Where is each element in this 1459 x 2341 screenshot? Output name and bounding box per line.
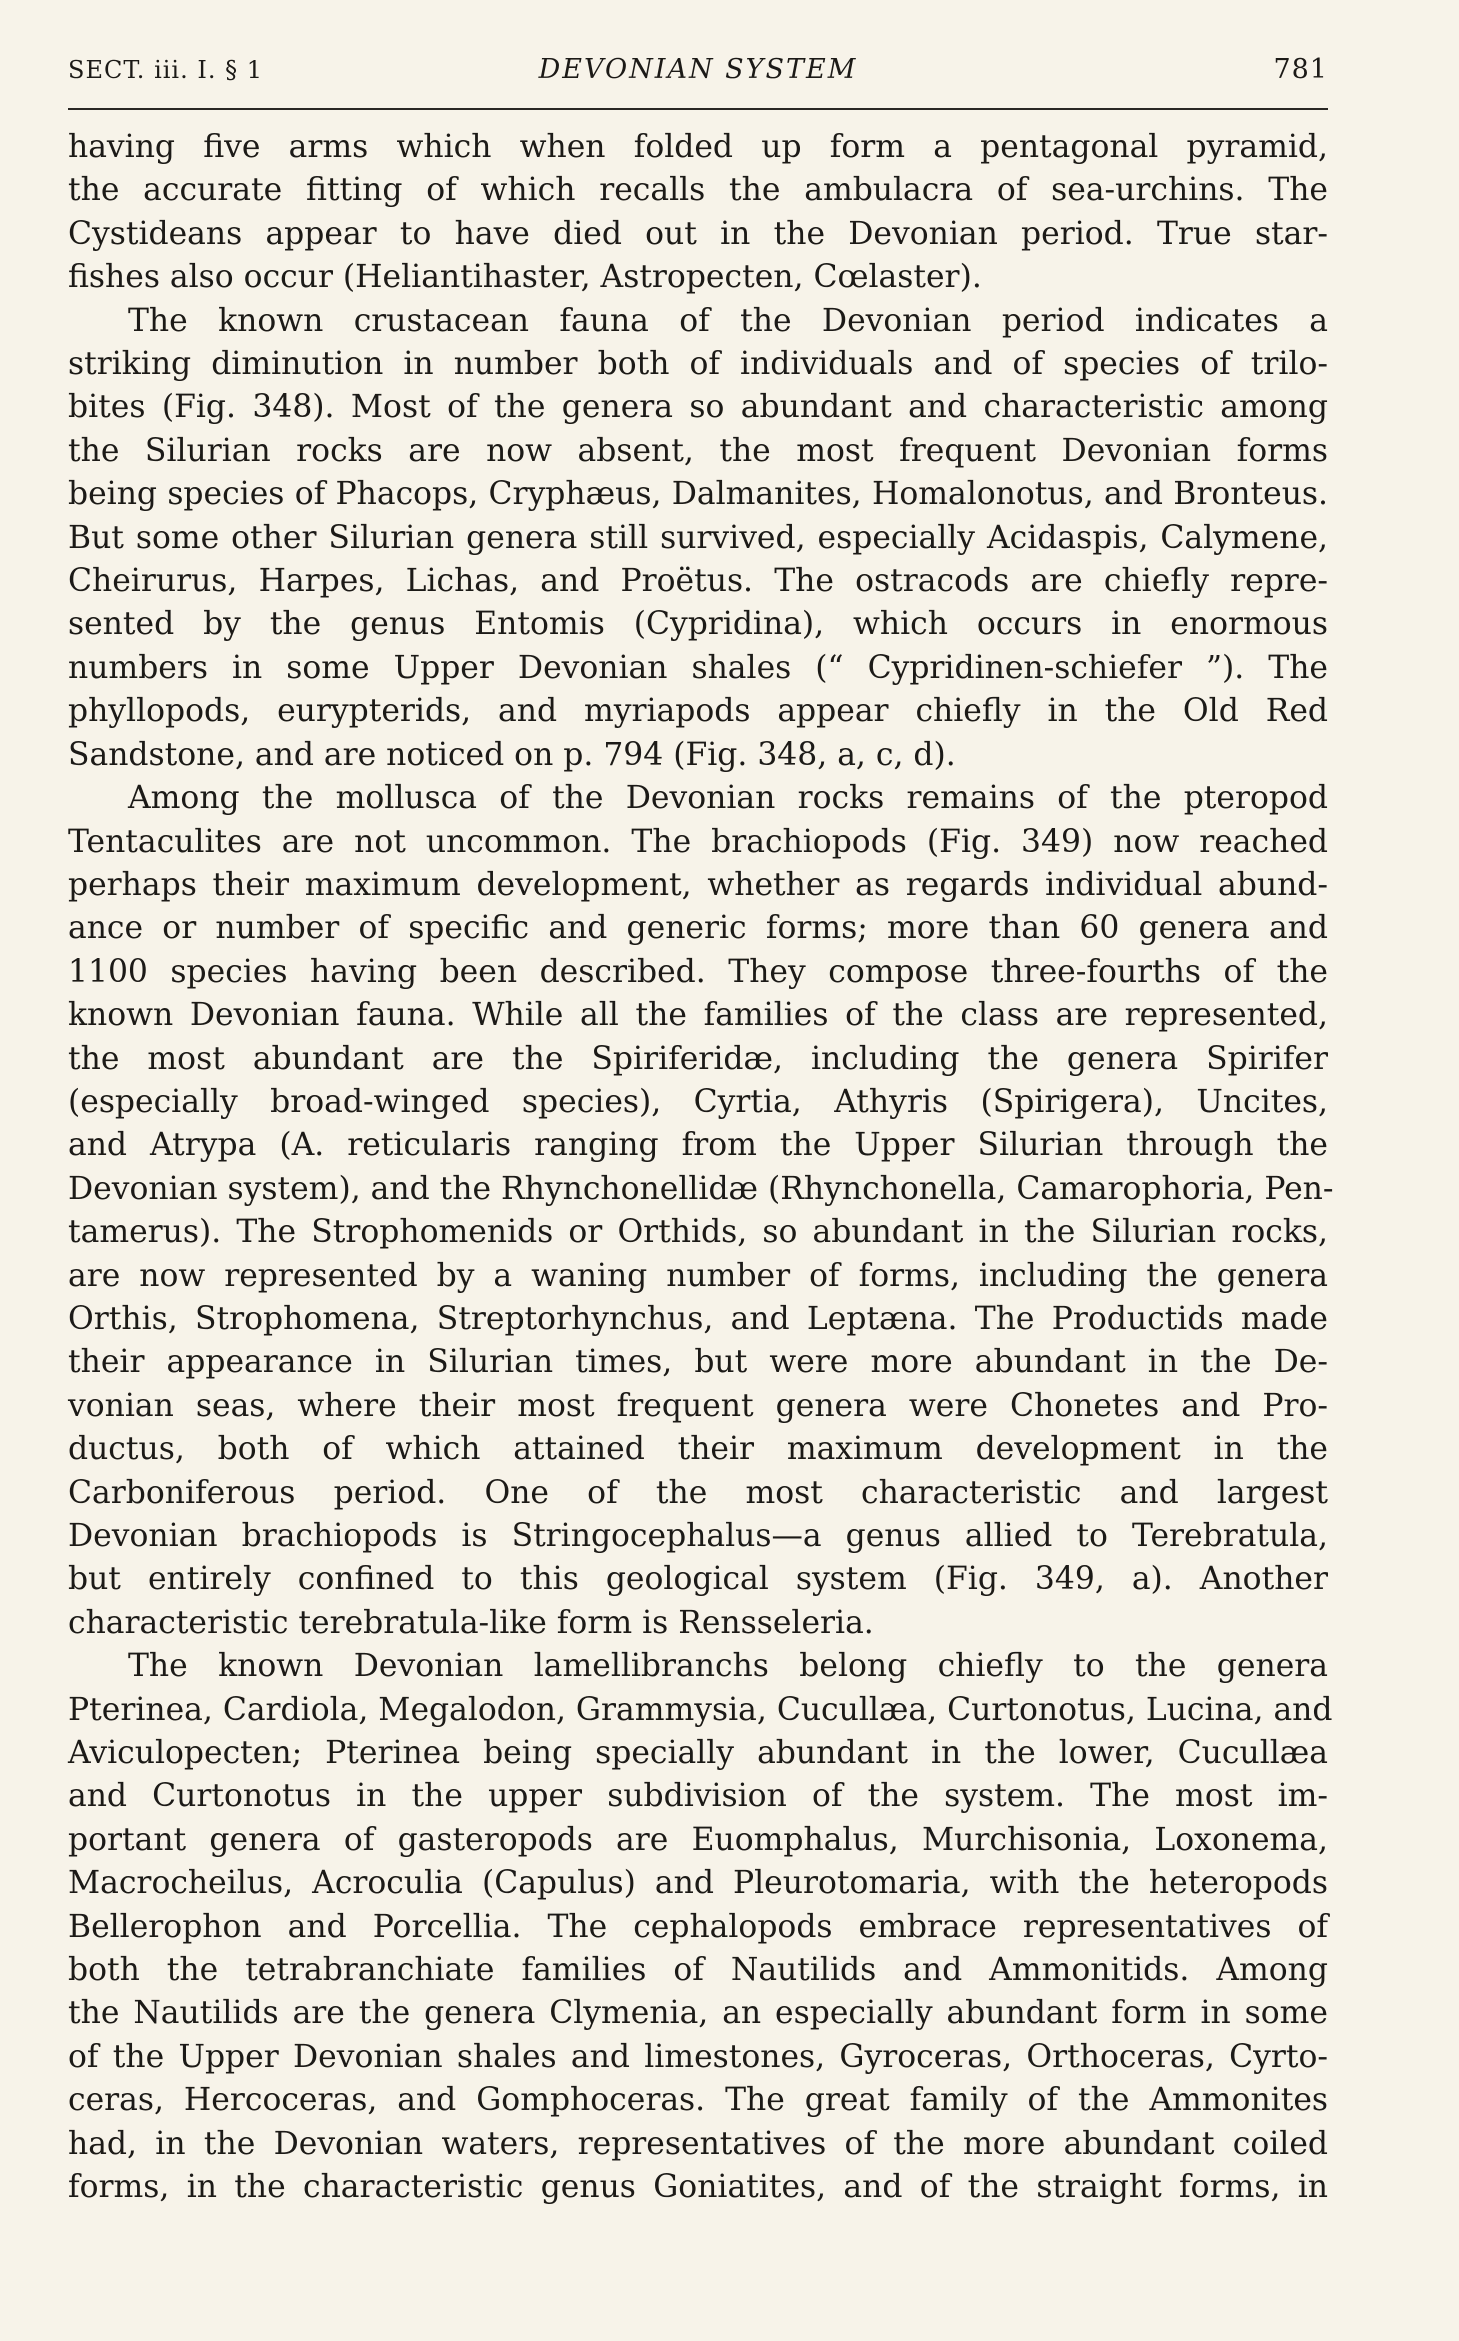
- text-line: Sandstone, and are noticed on p. 794 (Fig. 348, a, c, d).: [68, 736, 956, 773]
- running-head: [68, 50, 1328, 96]
- text-line: Bellerophon and Porcellia. The cephalopods embrace representatives of: [68, 1908, 1328, 1945]
- text-line: perhaps their maximum development, whether as regards individual abund-: [68, 866, 1328, 903]
- text-line: bites (Fig. 348). Most of the genera so abundant and characteristic among: [68, 389, 1328, 426]
- text-line: vonian seas, where their most frequent genera were Chonetes and Pro-: [68, 1387, 1328, 1424]
- text-line: had, in the Devonian waters, representatives of the more abundant coiled: [68, 2125, 1328, 2162]
- text-line: and Atrypa (A. reticularis ranging from the Upper Silurian through the: [68, 1127, 1328, 1164]
- text-line: the accurate fitting of which recalls the ambulacra of sea-urchins. The: [68, 172, 1328, 209]
- text-line: of the Upper Devonian shales and limestones, Gyroceras, Orthoceras, Cyrto-: [68, 2038, 1328, 2075]
- text-line: ductus, both of which attained their maximum development in the: [68, 1431, 1328, 1468]
- text-line: striking diminution in number both of individuals and of species of trilo-: [68, 346, 1328, 383]
- text-line: the most abundant are the Spiriferidæ, including the genera Spirifer: [68, 1040, 1328, 1077]
- text-line: The known Devonian lamellibranchs belong chiefly to the genera: [128, 1648, 1328, 1685]
- text-line: Among the mollusca of the Devonian rocks remains of the pteropod: [128, 780, 1328, 817]
- text-line: the Silurian rocks are now absent, the most frequent Devonian forms: [68, 432, 1328, 469]
- text-line: Aviculopecten; Pterinea being specially abundant in the lower, Cucullæa: [68, 1735, 1328, 1772]
- text-line: and Curtonotus in the upper subdivision of the system. The most im-: [68, 1778, 1328, 1815]
- text-line: Cheirurus, Harpes, Lichas, and Proëtus. The ostracods are chiefly repre-: [68, 563, 1328, 600]
- text-line: phyllopods, eurypterids, and myriapods appear chiefly in the Old Red: [68, 693, 1328, 730]
- text-line: ceras, Hercoceras, and Gomphoceras. The great family of the Ammonites: [68, 2082, 1328, 2119]
- text-line: being species of Phacops, Cryphæus, Dalmanites, Homalonotus, and Bronteus.: [68, 476, 1328, 513]
- text-line: forms, in the characteristic genus Goniatites, and of the straight forms, in: [68, 2169, 1328, 2206]
- header-rule: [68, 108, 1328, 110]
- text-line: ance or number of specific and generic forms; more than 60 genera and: [68, 910, 1328, 947]
- text-line: numbers in some Upper Devonian shales (“ Cypridinen-schiefer ”). The: [68, 649, 1328, 686]
- text-line: known Devonian fauna. While all the families of the class are represented,: [68, 997, 1328, 1034]
- text-line: Tentaculites are not uncommon. The brachiopods (Fig. 349) now reached: [68, 823, 1328, 860]
- text-line: 1100 species having been described. They compose three-fourths of the: [68, 953, 1328, 990]
- text-line: Orthis, Strophomena, Streptorhynchus, and Leptæna. The Productids made: [68, 1300, 1328, 1337]
- page-number: 781: [1273, 54, 1328, 85]
- text-line: sented by the genus Entomis (Cypridina), which occurs in enormous: [68, 606, 1328, 643]
- text-line: having five arms which when folded up form a pentagonal pyramid,: [68, 129, 1328, 165]
- section-reference: SECT. iii. I. § 1: [68, 56, 263, 84]
- running-title: DEVONIAN SYSTEM: [538, 54, 858, 85]
- text-line: but entirely confined to this geological system (Fig. 349, a). Another: [68, 1561, 1328, 1598]
- text-line: portant genera of gasteropods are Euomphalus, Murchisonia, Loxonema,: [68, 1821, 1328, 1858]
- text-line: But some other Silurian genera still survived, especially Acidaspis, Calymene,: [68, 519, 1328, 556]
- text-line: are now represented by a waning number of forms, including the genera: [68, 1257, 1328, 1294]
- text-line: Devonian brachiopods is Stringocephalus—a genus allied to Terebratula,: [68, 1518, 1328, 1554]
- text-line: The known crustacean fauna of the Devonian period indicates a: [128, 302, 1328, 339]
- text-line: the Nautilids are the genera Clymenia, an especially abundant form in some: [68, 1995, 1328, 2032]
- text-line: tamerus). The Strophomenids or Orthids, so abundant in the Silurian rocks,: [68, 1214, 1328, 1251]
- text-line: Macrocheilus, Acroculia (Capulus) and Pleurotomaria, with the heteropods: [68, 1865, 1328, 1902]
- body-text: [68, 126, 1334, 2210]
- text-line: Devonian system), and the Rhynchonellidæ (Rhynchonella, Camarophoria, Pen-: [68, 1170, 1334, 1207]
- text-line: (especially broad-winged species), Cyrtia, Athyris (Spirigera), Uncites,: [68, 1083, 1328, 1120]
- text-line: fishes also occur (Heliantihaster, Astropecten, Cœlaster).: [68, 259, 982, 296]
- text-line: Cystideans appear to have died out in the Devonian period. True star-: [68, 215, 1328, 252]
- text-line: Carboniferous period. One of the most characteristic and largest: [68, 1474, 1328, 1511]
- book-page: [68, 50, 1334, 2206]
- text-line: both the tetrabranchiate families of Nautilids and Ammonitids. Among: [68, 1952, 1328, 1989]
- text-line: their appearance in Silurian times, but were more abundant in the De-: [68, 1344, 1328, 1381]
- text-line: characteristic terebratula-like form is Rensseleria.: [68, 1604, 874, 1641]
- text-line: Pterinea, Cardiola, Megalodon, Grammysia, Cucullæa, Curtonotus, Lucina, and: [68, 1691, 1333, 1728]
